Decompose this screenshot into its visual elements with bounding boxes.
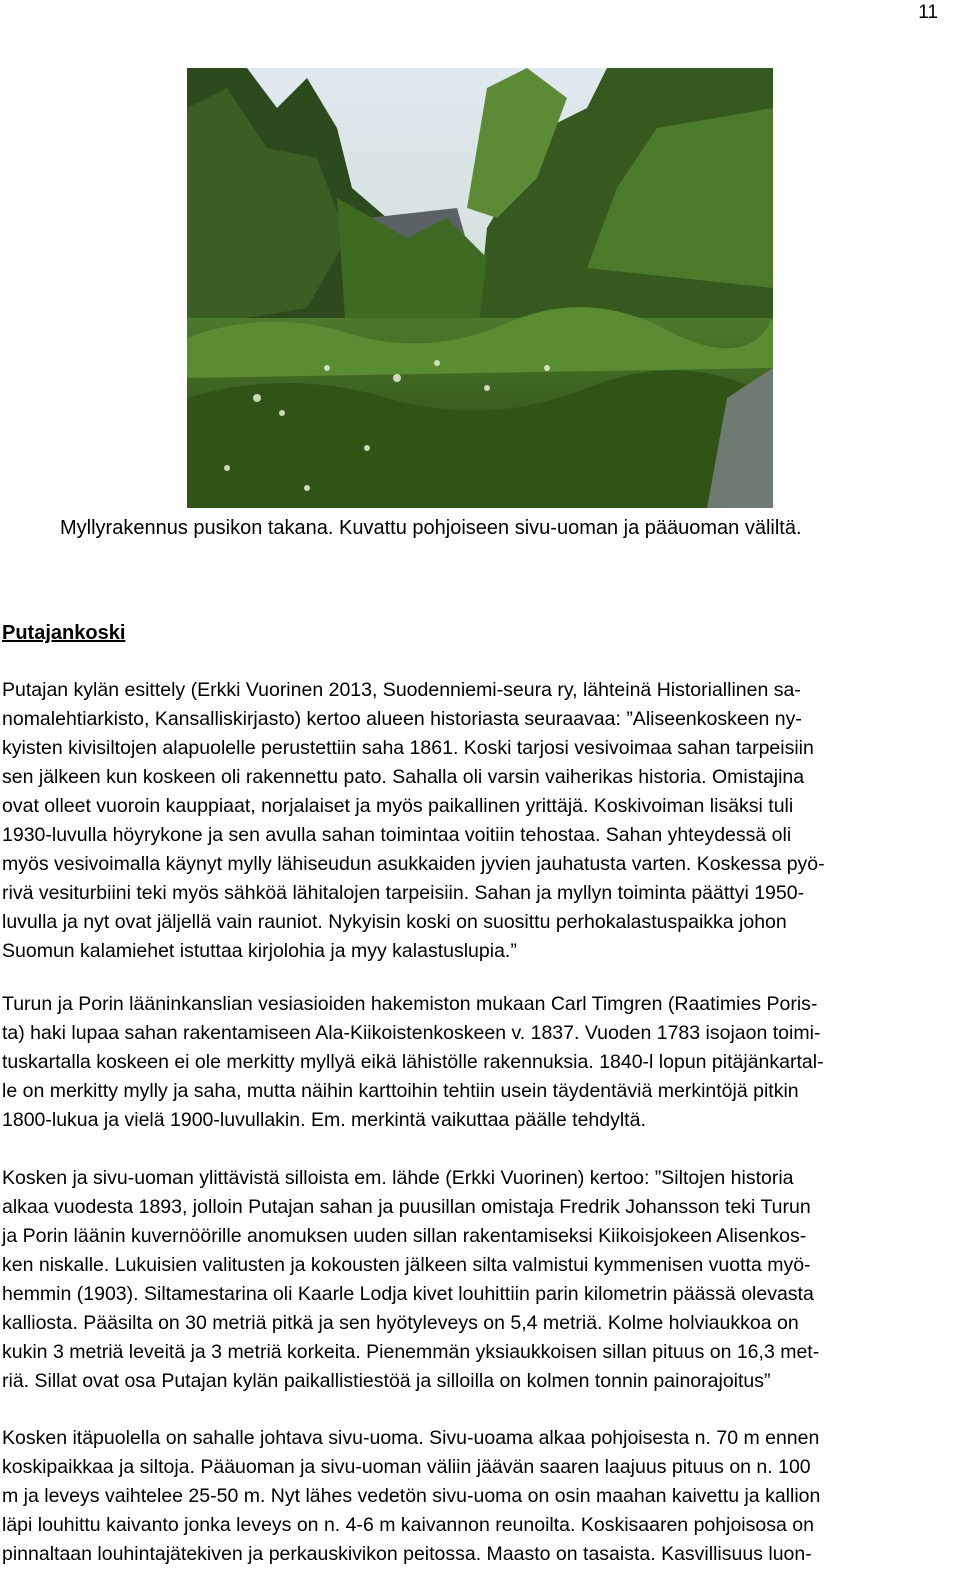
text-line: läpi louhittu kaivanto jonka leveys on n. 4-6 m kaivannon reunoilta. Koskisaaren pohjoisosa on: [2, 1514, 814, 1536]
paragraph-archive: [2, 990, 954, 1135]
text-line: le on merkitty mylly ja saha, mutta näihin karttoihin tehtiin usein täydentäviä merkintöjä pitkin: [2, 1080, 799, 1102]
text-line: tuskartalla koskeen ei ole merkitty myllyä eikä lähistölle rakennuksia. 1840-l lopun pitäjänkartal-: [2, 1051, 824, 1073]
text-line: ta) haki lupaa sahan rakentamiseen Ala-Kiikoistenkoskeen v. 1837. Vuoden 1783 isojaon toimi-: [2, 1022, 821, 1044]
text-line: Putajan kylän esittely (Erkki Vuorinen 2013, Suodenniemi-seura ry, lähteinä Historiallinen sa-: [2, 679, 801, 701]
page-number: 11: [918, 2, 938, 23]
paragraph-side-channel: [2, 1424, 954, 1569]
text-line: Turun ja Porin lääninkanslian vesiasioiden hakemiston mukaan Carl Timgren (Raatimies Poris-: [2, 993, 818, 1015]
text-line: alkaa vuodesta 1893, jolloin Putajan sahan ja puusillan omistaja Fredrik Johansson teki Turun: [2, 1196, 811, 1218]
text-line: kalliosta. Pääsilta on 30 metriä pitkä ja sen hyötyleveys on 5,4 metriä. Kolme holviaukkoa on: [2, 1312, 799, 1334]
text-line: kukin 3 metriä leveitä ja 3 metriä korkeita. Pienemmän yksiaukkoisen sillan pituus on 16,3 met-: [2, 1341, 820, 1363]
text-line: 1930-luvulla höyrykone ja sen avulla sahan toimintaa voitiin tehostaa. Sahan yhteydessä oli: [2, 824, 792, 846]
text-line: nomalehtiarkisto, Kansalliskirjasto) kertoo alueen historiasta seuraavaa: ”Aliseenkoskeen ny-: [2, 708, 802, 730]
text-line: pinnaltaan louhintajätekiven ja perkauskivikon peitossa. Maasto on tasaista. Kasvillisuus luon-: [2, 1543, 812, 1565]
paragraph-history: [2, 676, 954, 966]
text-line: koskipaikkaa ja siltoja. Pääuoman ja sivu-uoman väliin jäävän saaren laajuus pituus on n. 100: [2, 1456, 811, 1478]
text-line: Kosken ja sivu-uoman ylittävistä silloista em. lähde (Erkki Vuorinen) kertoo: ”Siltojen historia: [2, 1167, 794, 1189]
text-line: ovat olleet vuoroin kauppiaat, norjalaiset ja myös paikallinen yrittäjä. Koskivoiman lisäksi tuli: [2, 795, 794, 817]
text-line: sen jälkeen kun koskeen oli rakennettu pato. Sahalla oli varsin vaiherikas historia. Omistajina: [2, 766, 805, 788]
photo-mill-in-bushes: [187, 68, 773, 508]
text-line: ken niskalle. Lukuisien valitusten ja kokousten jälkeen silta valmistui kymmenisen vuotta myö-: [2, 1254, 811, 1276]
text-line: kyisten kivisiltojen alapuolelle perustettiin saha 1861. Koski tarjosi vesivoimaa sahan tarpeisiin: [2, 737, 814, 759]
text-line: myös vesivoimalla käynyt mylly lähiseudun asukkaiden jyvien jauhatusta varten. Koskessa pyö-: [2, 853, 825, 875]
text-line: Kosken itäpuolella on sahalle johtava sivu-uoma. Sivu-uoama alkaa pohjoisesta n. 70 m ennen: [2, 1427, 820, 1449]
text-line: luvulla ja nyt ovat jäljellä vain rauniot. Nykyisin koski on suosittu perhokalastuspaikka johon: [2, 911, 787, 933]
text-line: m ja leveys vaihtelee 25-50 m. Nyt lähes vedetön sivu-uoma on osin maahan kaivettu ja kallion: [2, 1485, 821, 1507]
text-line: hemmin (1903). Siltamestarina oli Kaarle Lodja kivet louhittiin parin kilometrin päässä olevasta: [2, 1283, 814, 1305]
text-line: Suomun kalamiehet istuttaa kirjolohia ja myy kalastuslupia.”: [2, 940, 517, 962]
section-heading: Putajankoski: [2, 622, 126, 644]
photo-illustration: [187, 68, 773, 508]
text-line: ja Porin läänin kuvernöörille anomuksen uuden sillan rakentamiseksi Kiikoisjokeen Alisenkos-: [2, 1225, 807, 1247]
text-line: rivä vesiturbiini teki myös sähköä lähitalojen tarpeisiin. Sahan ja myllyn toiminta päättyi 1950-: [2, 882, 805, 904]
photo-caption: Myllyrakennus pusikon takana. Kuvattu pohjoiseen sivu-uoman ja pääuoman väliltä.: [60, 517, 802, 539]
text-line: 1800-lukua ja vielä 1900-luvullakin. Em. merkintä vaikuttaa päälle tehdyltä.: [2, 1109, 646, 1131]
text-line: riä. Sillat ovat osa Putajan kylän paikallistiestöä ja silloilla on kolmen tonnin painorajoitus”: [2, 1370, 771, 1392]
paragraph-bridges: [2, 1164, 954, 1396]
